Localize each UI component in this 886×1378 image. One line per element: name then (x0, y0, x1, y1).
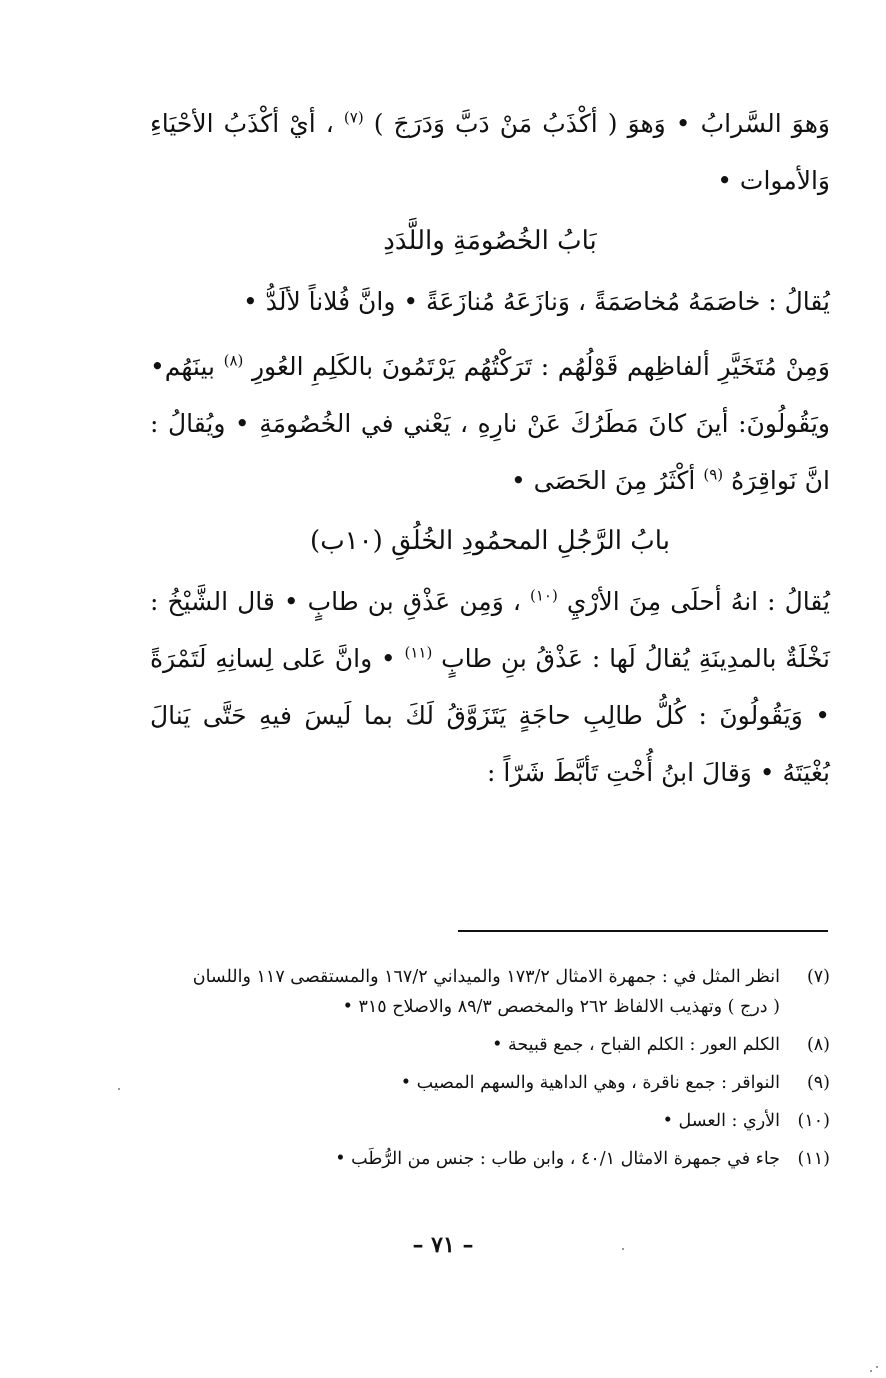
paragraph-text: بينَهُم• ويَقُولُونَ: أينَ كانَ مَطَرُكَ عَنْ نارِهِ ، يَعْني في الخُصُومَةِ • ويُقالُ : انَّ نَواقِرَهُ (150, 352, 830, 495)
footnote-ref: (١١) (404, 643, 433, 662)
footnote-text: النواقر : جمع ناقرة ، وهي الداهية والسهم المصيب • (400, 1073, 780, 1093)
footnote-text: الكلم العور : الكلم القباح ، جمع قبيحة • (492, 1035, 780, 1055)
footnote-ref: (١٠) (529, 586, 558, 605)
footnote-number: (١٠) (797, 1111, 830, 1131)
footnote-text: انظر المثل في : جمهرة الامثال ١٧٣/٢ والميداني ١٦٧/٢ والمستقصى ١١٧ واللسان ( درج ) وتهذيب الالفاظ ٢٦٢ والمخصص ٨٩/٣ والاصلاح ٣١٥ • (192, 967, 780, 1017)
paragraph-text: ، وَمِن عَذْقِ بن طابٍ • قال الشَّيْخُ : نَخْلَةٌ بالمدِينَةِ يُقالُ لَها : عَذْقُ بنِ طابٍ (150, 587, 830, 673)
paragraph (150, 95, 830, 209)
footnote-ref: (٧) (343, 108, 364, 127)
page-number: – ٧١ – (412, 1232, 474, 1258)
footnote-number: (٩) (806, 1073, 830, 1093)
manuscript-folio-ref: (١٠ب) (310, 526, 383, 556)
scan-speck (876, 1366, 878, 1368)
paragraph-text: أكْثَرُ مِنَ الحَصَى • (510, 466, 696, 495)
paragraph (150, 273, 830, 330)
paragraph-text: ، أيْ أكْذَبُ الأحْيَاءِ وَالأموات • (150, 109, 830, 195)
footnote-text: جاء في جمهرة الامثال ٤٠/١ ، وابن طاب : جنس من الرُّطَب • (335, 1149, 780, 1169)
paragraph-text: وَهوَ السَّرابُ • وَهوَ ( أكْذَبُ مَنْ دَبَّ وَدَرَجَ ) (373, 109, 830, 138)
footnote-number: (٨) (806, 1035, 830, 1055)
footnote (185, 1106, 830, 1136)
footnote-divider (458, 930, 828, 932)
paragraph (150, 338, 830, 509)
scan-speck (622, 1248, 624, 1250)
chapter-heading: بَابُ الخُصُومَةِ واللَّدَدِ (383, 226, 597, 256)
footnote (185, 1030, 830, 1060)
chapter-heading-text: بابُ الرَّجُلِ المحمُودِ الخُلُقِ (391, 526, 670, 556)
paragraph-text: وَمِنْ مُتَخَيَّرِ ألفاظِهم قَوْلُهُم : تَرَكْتُهُم يَرْتَمُونَ بالكَلِمِ العُورِ (251, 352, 830, 381)
footnote-number: (٧) (806, 967, 830, 987)
scan-speck (870, 1370, 872, 1372)
paragraph (150, 573, 830, 801)
main-text (150, 95, 830, 801)
paragraph-text: يُقالُ : انهُ أحلَى مِنَ الأرْيِ (566, 587, 831, 616)
footnote-number: (١١) (797, 1149, 830, 1169)
paragraph-text: يُقالُ : خاصَمَهُ مُخاصَمَةً ، وَنازَعَهُ مُنازَعَةً • وانَّ فُلاناً لألَدُّ • (243, 287, 830, 316)
footnotes (185, 962, 830, 1182)
chapter-heading (150, 509, 830, 573)
footnote-ref: (٨) (223, 351, 244, 370)
footnote-text: الأري : العسل • (662, 1111, 780, 1131)
paragraph-text: • وانَّ عَلى لِسانِهِ لَتَمْرَةً • وَيَقُولُونَ : كُلُّ طالِبِ حاجَةٍ يَتَزَوَّقُ لَكَ بما لَيسَ فيهِ حَتَّى يَنالَ بُغْيَتَهُ • وَقالَ ابنُ أُخْتِ تَأبَّطَ شَرّاً : (150, 644, 830, 787)
scan-speck (118, 1088, 120, 1090)
footnote (185, 962, 830, 1022)
footnote-ref: (٩) (703, 465, 724, 484)
footnote (185, 1144, 830, 1174)
footnote (185, 1068, 830, 1098)
